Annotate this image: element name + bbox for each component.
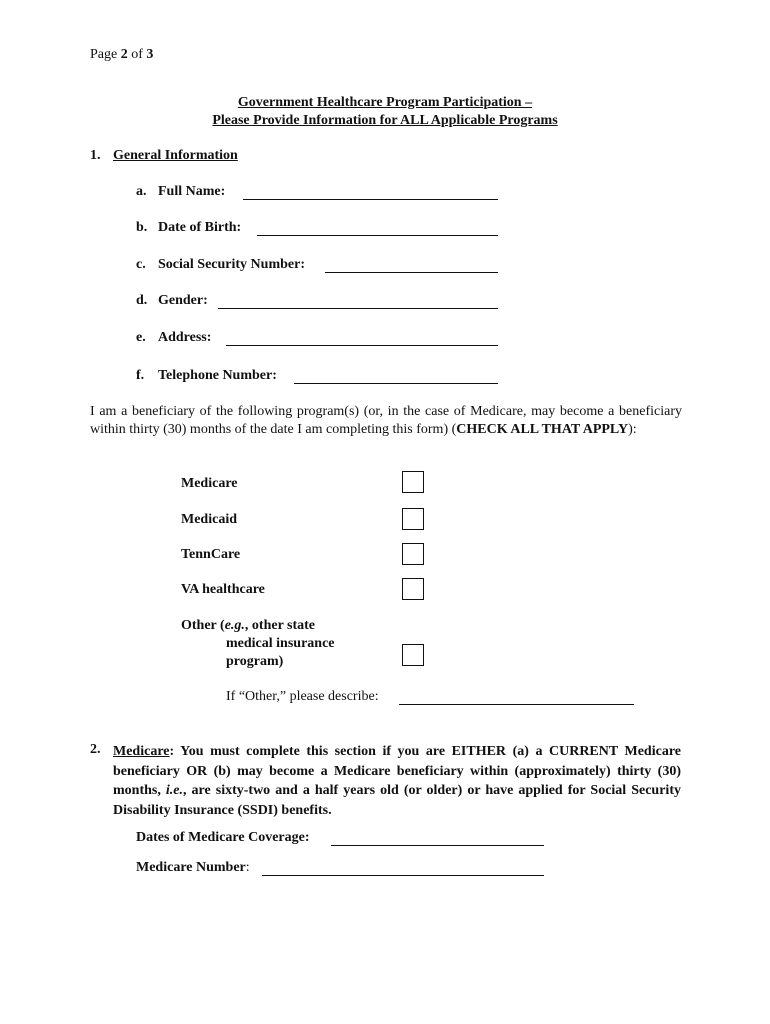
program-label-other-line-3: program) (226, 654, 284, 669)
field-e-letter: e. (136, 330, 146, 345)
program-label-other-line-2: medical insurance (226, 636, 335, 651)
beneficiary-statement: I am a beneficiary of the following program(s) (or, in the case of Medicare, may become a beneficiary within thirty (30) months of the date I am completing this form) (CHECK ALL THAT APPLY): (90, 404, 682, 437)
gender-label: Gender: (158, 293, 208, 308)
telephone-label: Telephone Number: (158, 368, 277, 383)
address-label: Address: (158, 330, 212, 345)
page-number: Page 2 of 3 (90, 47, 154, 62)
field-a-letter: a. (136, 184, 147, 199)
program-label-other: Other (e.g., other state (181, 618, 316, 633)
ssn-field[interactable] (325, 272, 498, 273)
va-healthcare-checkbox[interactable] (402, 578, 424, 600)
section-1-number: 1. (90, 148, 101, 163)
field-b-letter: b. (136, 220, 148, 235)
program-label-va-healthcare: VA healthcare (181, 582, 265, 597)
section-2-text: Medicare: You must complete this section if you are EITHER (a) a CURRENT Medicare beneficiary OR (b) may become a Medicare beneficiary within (approximately) thirty (30) months, i.e., are sixty-two and a half years old (or older) or have applied for Social Security Disability Insurance (SSDI) benefits. (113, 744, 681, 818)
other-describe-label: If “Other,” please describe: (226, 689, 379, 704)
medicaid-checkbox[interactable] (402, 508, 424, 530)
medicare-checkbox[interactable] (402, 471, 424, 493)
other-checkbox[interactable] (402, 644, 424, 666)
section-2-heading: Medicare (113, 744, 170, 759)
other-describe-field[interactable] (399, 704, 634, 705)
medicare-number-label: Medicare Number: (136, 860, 250, 875)
section-2-number: 2. (90, 742, 101, 757)
field-f-letter: f. (136, 368, 145, 383)
ssn-label: Social Security Number: (158, 257, 305, 272)
medicare-coverage-label: Dates of Medicare Coverage: (136, 830, 310, 845)
form-title-line-2: Please Provide Information for ALL Applicable Programs (212, 113, 558, 128)
full-name-field[interactable] (243, 199, 498, 200)
telephone-field[interactable] (294, 383, 498, 384)
date-of-birth-label: Date of Birth: (158, 220, 242, 235)
section-1-heading: General Information (113, 148, 238, 163)
gender-field[interactable] (218, 308, 498, 309)
address-field[interactable] (226, 345, 498, 346)
full-name-label: Full Name: (158, 184, 226, 199)
field-d-letter: d. (136, 293, 148, 308)
field-c-letter: c. (136, 257, 146, 272)
date-of-birth-field[interactable] (257, 235, 498, 236)
program-label-medicare: Medicare (181, 476, 238, 491)
tenncare-checkbox[interactable] (402, 543, 424, 565)
program-label-tenncare: TennCare (181, 547, 241, 562)
program-label-medicaid: Medicaid (181, 512, 237, 527)
form-title-line-1: Government Healthcare Program Participation – (237, 95, 533, 110)
medicare-number-field[interactable] (262, 875, 544, 876)
medicare-coverage-field[interactable] (331, 845, 544, 846)
